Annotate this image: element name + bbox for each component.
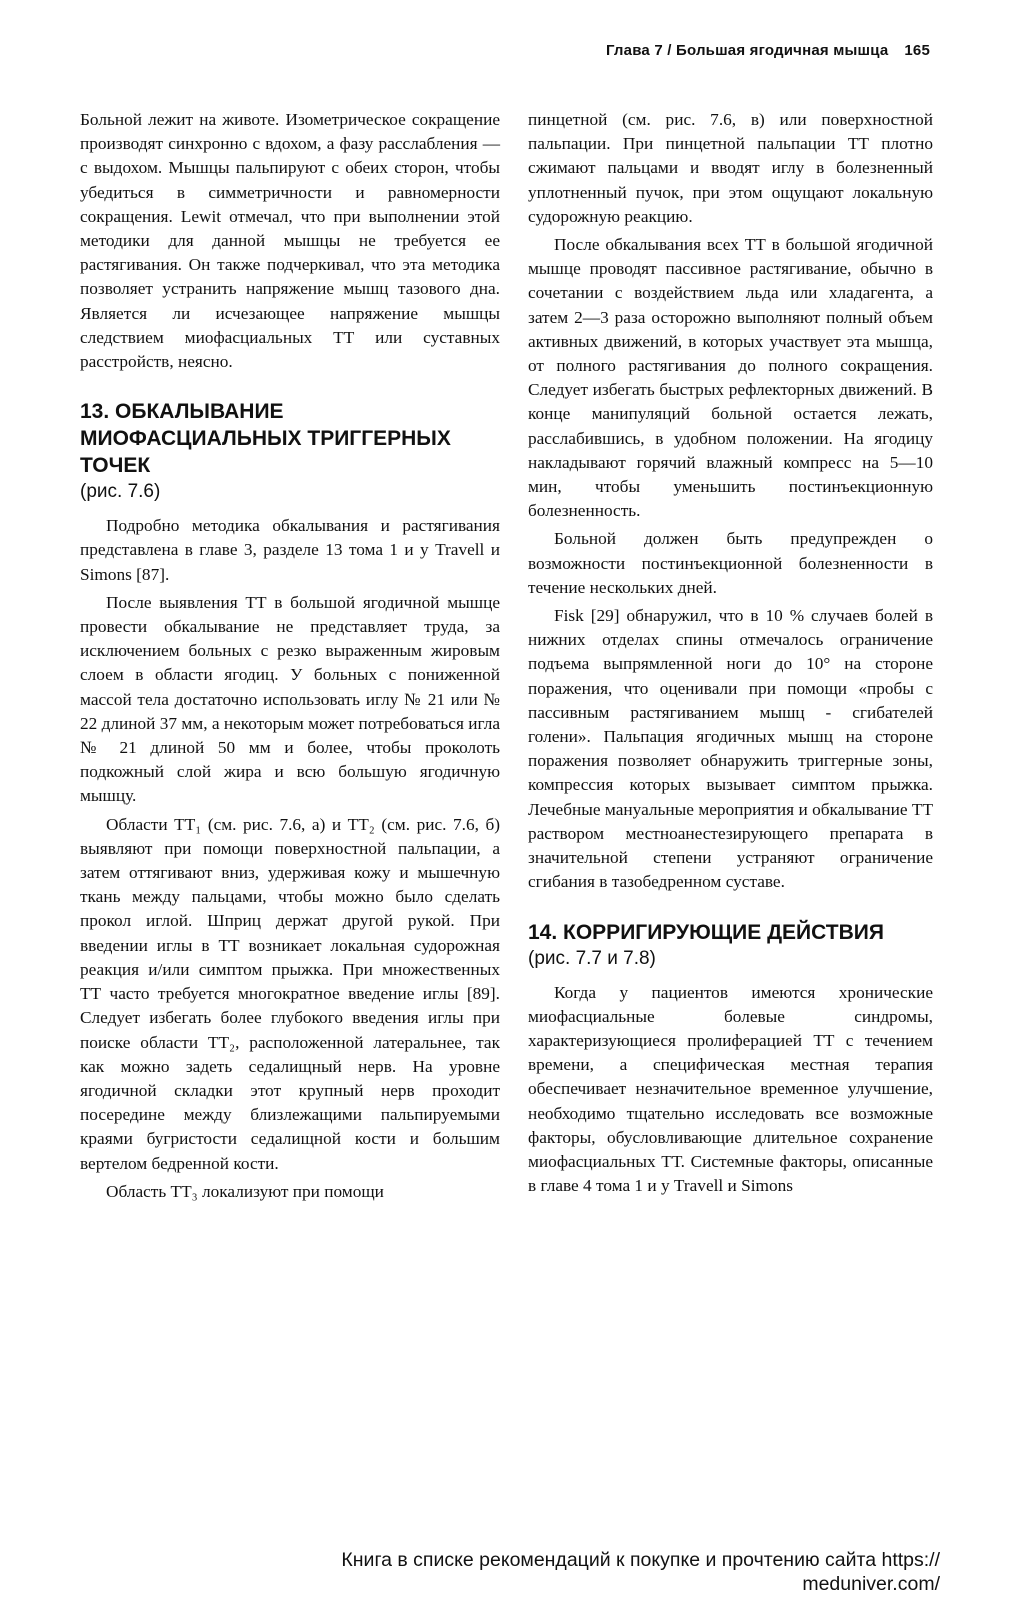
running-head: [606, 42, 930, 59]
footer-line: Книга в списке рекомендаций к покупке и прочтению сайта https://: [341, 1549, 940, 1571]
site-watermark-footer: [0, 1548, 940, 1596]
left-column: [80, 108, 500, 1204]
paragraph: Подробно методика обкалывания и растягивания представлена в главе 3, разделе 13 тома 1 и у Travell и Simons [87].: [80, 516, 500, 584]
paragraph: Больной лежит на животе. Изометрическое сокращение производят синхронно с вдохом, а фазу расслабления — с выдохом. Мышцы пальпируют с обеих сторон, чтобы убедиться в симметричности и равномерности сокращения. Lewit отмечал, что при выполнении этой методики для данной мышцы не требуется ее растягивания. Он также подчеркивал, что эта методика позволяет устранить напряжение мышц тазового дна. Является ли исчезающее напряжение мышцы следствием миофасциальных ТТ или суставных расстройств, неясно.: [80, 110, 500, 372]
section-figure-reference: (рис. 7.6): [80, 481, 161, 503]
section-figure-reference: (рис. 7.7 и 7.8): [528, 947, 656, 969]
paragraph: Когда у пациентов имеются хронические миофасциальные болевые синдромы, характеризующиеся пролиферацией ТТ с течением времени, а специфическая местная терапия обеспечивает незначительное временное улучшение, необходимо тщательно исследовать все возможные факторы, обусловливающие длительное сохранение миофасциальных ТТ. Системные факторы, описанные в главе 4 тома 1 и у Travell и Simons: [528, 982, 933, 1196]
paragraph: Больной должен быть предупрежден о возможности постинъекционной болезненности в течение нескольких дней.: [528, 529, 933, 597]
paragraph: Fisk [29] обнаружил, что в 10 % случаев болей в нижних отделах спины отмечалось ограничение подъема выпрямленной ноги до 10° на стороне поражения, что оценивали при помощи «пробы с пассивным растягиванием мышц - сгибателей голени». Пальпация ягодичных мышц на стороне поражения позволяет обнаружить триггерные зоны, компрессия которых вызывает симптом прыжка. Лечебные мануальные мероприятия и обкалывание ТТ раствором местноанестезирующего препарата в значительной степени устраняют ограничение сгибания в тазобедренном суставе.: [528, 606, 933, 892]
section-heading-14: 14. КОРРИГИРУЮЩИЕ ДЕЙСТВИЯ: [528, 920, 884, 944]
paragraph: Область ТТ₃ локализуют при помощи: [106, 1181, 384, 1201]
paragraph: После выявления ТТ в большой ягодичной мышце провести обкалывание не представляет труда, за исключением больных с резко выраженным жировым слоем в области ягодиц. У больных с пониженной массой тела достаточно использовать иглу № 21 или № 22 длиной 37 мм, а некоторым может потребоваться игла № 21 длиной 50 мм и более, чтобы проколоть подкожный слой жира и всю большую ягодичную мышцу.: [80, 592, 500, 806]
paragraph: После обкалывания всех ТТ в большой ягодичной мышце проводят пассивное растягивание, обычно в сочетании с воздействием льда или хладагента, а затем 2—3 раза осторожно выполняют полный объем активных движений, в которых участвует эта мышца, от полного растягивания до полного сокращения. Следует избегать быстрых рефлекторных движений. В конце манипуляций больной остается лежать, расслабившись, в удобном положении. На ягодицу накладывают горячий влажный компресс на 5—10 мин, чтобы уменьшить постинъекционную болезненность.: [528, 235, 933, 521]
page-number: 165: [904, 42, 930, 59]
section-heading-13: 13. ОБКАЛЫВАНИЕ МИОФАСЦИАЛЬНЫХ ТРИГГЕРНЫХ ТОЧЕК: [80, 400, 451, 478]
footer-link[interactable]: meduniver.com/: [802, 1573, 940, 1595]
chapter-title: Глава 7 / Большая ягодичная мышца: [605, 42, 889, 59]
paragraph: Области ТТ₁ (см. рис. 7.6, а) и ТТ₂ (см. рис. 7.6, б) выявляют при помощи поверхностной пальпации, а затем оттягивают вниз, удерживая кожу и мышечную ткань между пальцами, чтобы можно было сделать прокол иглой. Шприц держат другой рукой. При введении иглы в ТТ возникает локальная судорожная реакция и/или симптом прыжка. При множественных ТТ часто требуется многократное введение иглы [89]. Следует избегать более глубокого введения иглы при поиске области ТТ₂, расположенной латеральнее, так как можно задеть седалищный нерв. На уровне ягодичной складки этот крупный нерв проходит посередине между близлежащими пальпируемыми краями бугристости седалищной кости и большим вертелом бедренной кости.: [80, 814, 500, 1173]
paragraph: пинцетной (см. рис. 7.6, в) или поверхностной пальпации. При пинцетной пальпации ТТ плотно сжимают пальцами и вводят иглу в болезненный уплотненный пучок, при этом ощущают локальную судорожную реакцию.: [528, 110, 933, 226]
right-column: [528, 108, 933, 1198]
